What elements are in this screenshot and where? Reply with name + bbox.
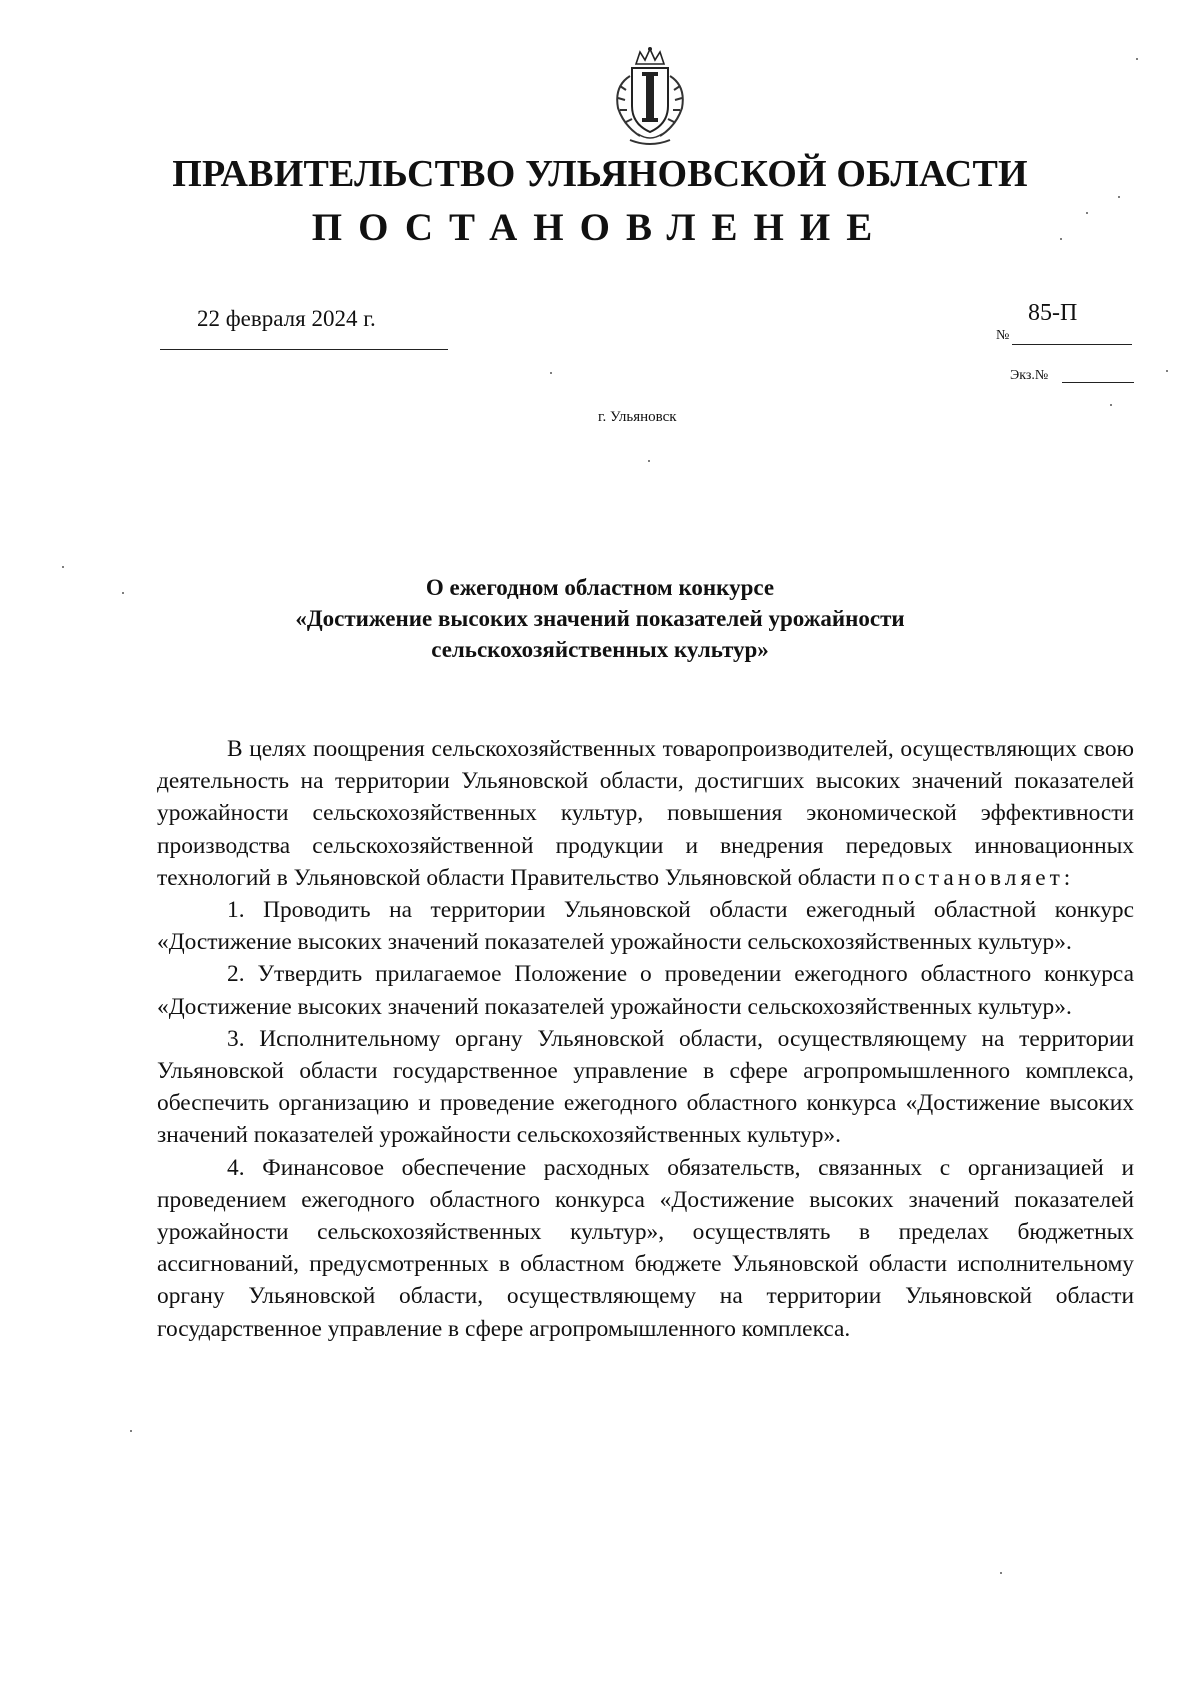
number-label: № [996, 328, 1010, 343]
clause-paragraph: 1. Проводить на территории Ульяновской области ежегодный областной конкурс «Достижение высоких значений показателей урожайности сельскохозяйственных культур». [157, 897, 1134, 956]
scan-speck [1000, 1572, 1002, 1574]
scan-speck [1166, 370, 1168, 372]
number-underline [1012, 344, 1132, 345]
scan-speck [1118, 196, 1120, 198]
scan-speck [1060, 238, 1062, 240]
scan-speck [122, 592, 124, 594]
copy-number-underline [1062, 382, 1134, 383]
scan-speck [550, 372, 552, 374]
document-title [200, 572, 1000, 665]
scan-speck [648, 460, 650, 462]
copy-number-label: Экз.№ [1010, 368, 1049, 383]
resolves-word: постановляет: [881, 864, 1075, 891]
government-name: ПРАВИТЕЛЬСТВО УЛЬЯНОВСКОЙ ОБЛАСТИ [172, 153, 1028, 195]
date-underline [160, 349, 448, 350]
clause-paragraph: 2. Утвердить прилагаемое Положение о проведении ежегодного областного конкурса «Достижение высоких значений показателей урожайности сельскохозяйственных культур». [157, 961, 1134, 1020]
scan-speck [1086, 212, 1088, 214]
document-city: г. Ульяновск [598, 409, 677, 425]
clause-paragraph: 4. Финансовое обеспечение расходных обязательств, связанных с организацией и проведением ежегодного областного конкурса «Достижение высоких значений показателей урожайности сельскохозяйственных культур», осуществлять в пределах бюджетных ассигнований, предусмотренных в областном бюджете Ульяновской области исполнительному органу Ульяновской области, осуществляющему на территории Ульяновской области государственное управление в сфере агропромышленного комплекса. [157, 1154, 1134, 1342]
document-date: 22 февраля 2024 г. [197, 306, 376, 331]
title-line: О ежегодном областном конкурсе [425, 575, 775, 600]
scan-speck [1136, 58, 1138, 60]
document-number: 85-П [1028, 300, 1078, 326]
scan-speck [62, 566, 64, 568]
title-line: сельскохозяйственных культур» [431, 637, 769, 662]
clause-paragraph: 3. Исполнительному органу Ульяновской области, осуществляющему на территории Ульяновской области государственное управление в сфере агропромышленного комплекса, обеспечить организацию и проведение ежегодного областного конкурса «Достижение высоких значений показателей урожайности сельскохозяйственных культур». [157, 1025, 1134, 1149]
scan-speck [1110, 404, 1112, 406]
preamble-text: В целях поощрения сельскохозяйственных товаропроизводителей, осуществляющих свою деятельность на территории Ульяновской области, достигших высоких значений показателей урожайности сельскохозяйственных культур, повышения экономической эффективности производства сельскохозяйственной продукции и внедрения передовых инновационных технологий в Ульяновской области Правительство Ульяновской области [157, 736, 1134, 891]
document-type: ПОСТАНОВЛЕНИЕ [311, 206, 889, 249]
scan-speck [130, 1430, 132, 1432]
coat-of-arms-icon [600, 46, 700, 148]
document-body [157, 733, 1134, 1345]
preamble-paragraph [157, 733, 1134, 894]
title-line: «Достижение высоких значений показателей урожайности [295, 606, 905, 631]
